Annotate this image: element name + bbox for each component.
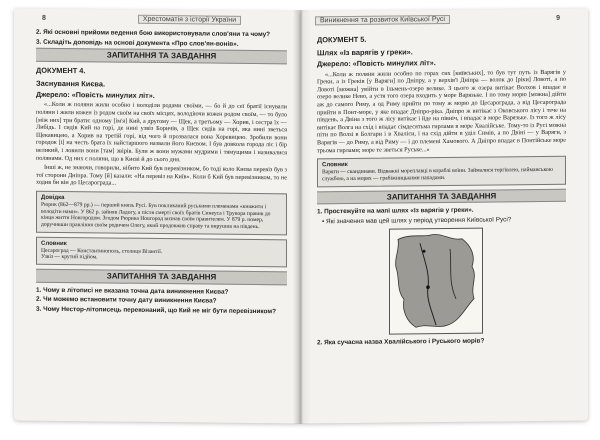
document-title: Шлях «Із варягів у греки». <box>317 47 413 58</box>
glossary-entry: Варяги — скандинави. Відважні мореплавці в кораблі воїни. Займалися торгівлею, найманською службою, а на морях — грабіжницькими нападами. <box>322 166 553 183</box>
question-list <box>36 29 287 49</box>
left-page-header <box>42 15 287 30</box>
question: 1. Чому в літописі не вказана точна дата виникнення Києва? <box>36 286 229 296</box>
document-title: Заснування Києва. <box>36 78 106 89</box>
question: 3. Складіть доповідь на основі документа «Про слов'ян-вонів». <box>36 38 239 48</box>
right-page-header <box>315 15 560 30</box>
source-line: Джерело: «Повість минулих літ». <box>317 58 436 69</box>
info-box-text: Рюрик (862—879 рр.) — перший князь Русі. Був покликаний руськими племенами «княжити і володіти нами». У 862 р. зайняв Ладогу, а після смерті своїх братів Синеуса і Трувора правив до кінця життя Новгородом. Згодом Рюрика Новгород визнав своїм правителем. У 879 р. помер, доручивши правління своїм родичем Олегу, який продовжив справу та вирушив на південь. <box>41 201 271 231</box>
section-band: ЗАПИТАННЯ ТА ЗАВДАННЯ <box>317 188 566 204</box>
book-gutter <box>293 10 311 424</box>
section-band: ЗАПИТАННЯ ТА ЗАВДАННЯ <box>36 48 287 64</box>
document-number: ДОКУМЕНТ 5. <box>317 34 367 45</box>
question: 1. Простежуйте на мапі шлях «Із варягів у греки». <box>317 206 474 216</box>
running-head: Хрестоматія з історії України <box>138 15 241 25</box>
question: 2. Які основні прийоми ведення бою використовували слов'яни та чому? <box>36 28 271 39</box>
document-text <box>317 68 566 154</box>
question: 2. Яка сучасна назва Хвалійського і Руського морів? <box>317 337 485 347</box>
left-page <box>14 8 301 423</box>
glossary-entry: Цесароград — Константинополь, столиця Візантії. <box>41 247 163 255</box>
right-page <box>301 8 588 423</box>
open-book <box>14 10 588 428</box>
map-illustration <box>390 229 482 334</box>
glossary-title: Словник <box>41 240 67 247</box>
glossary-box <box>317 156 566 187</box>
question-list <box>36 287 287 316</box>
route-map <box>389 228 483 335</box>
paragraph: «...Коли ж поляни жили особно по горах сих [київських], то був тут путь із Варягів у Греки, а із Греків [у Варяги] по Дніпру, а у верхів'ї Дніпра — волок до [ріки] Ловоті, а по Ловоті [можна] увійти в Ільмень-озеро велике. З цього ж озера витікає Волхов і впадає в озеро велике Нево, а устя того озера входить у море Варязьке. І по тому морю [можна] дійти аж до самого Риму, а од Риму прийти по тому ж морю до Цесарограда, а від Цесарограда прийти в Понт-море, у яке впадає Дніпро-ріка. Дніпро ж витікає з Оковського лісу і тече на південь, а Двіна з того ж лісу витікає і йде на північ, і впадає в море Варязьке. Із того ж лісу витікає Волга на схід і впадає сімдесятьма гирлами в море Хвалійське. Тому-то із Русі можна піти по Волзі в Болгари і в Хваліси, і на схід дійти в уділ Симів, а по Двіні — у Варяги, з Варягів — до Риму, а від Риму — і до племені Хамового. А Дніпро впадає в Понтійське море трьома гирлами; море те зветься Руське...» <box>317 68 566 154</box>
page-number: 8 <box>42 14 46 22</box>
info-box-title: Довідка <box>41 194 65 201</box>
paragraph: Інші ж, не знаючи, говорили, нібито Кий був перевізником, бо тоді коло Києва перевіз був з тої сторони Дніпра. Тому [й] казали: «На перевіз на Київ». Коли б Кий був перевізником, то не ходив би він до Цесарограда... <box>36 163 287 187</box>
territory-shape <box>396 234 475 327</box>
paragraph: «...Коли ж поляни жили особно і володіли родами своїми, — бо й до сеї братії існували поляни і жили кожен із родом своїм на своїх місцях, володіючи кожен родом своїм, — то було [між них] три брати: одному [ім'я] Кий, а другому — Щек, а третьому — Хорив, і сестра їх — Либідь. І сидів Кий на горі, де нині узвіз Боричів, а Щек сидів на горі, яка нині зветься Щекавицею, а Хорив на третій горі, від чого й прозвалася вона Хоревицею. Зробили вони городок [і] на честь брата їх найстаршого назвали його Києвом. І був довкола города ліс і бір великий, і ловили вони [там] звірів. Були ж вони мужами мудрими і тямущими і називалися полянами. Од них є поляни, що в Києві й до сього дня. <box>36 101 287 163</box>
section-band: ЗАПИТАННЯ ТА ЗАВДАННЯ <box>36 269 287 285</box>
info-box <box>36 191 287 236</box>
running-head: Виникнення та розвиток Київської Русі <box>315 15 450 25</box>
question-list <box>317 206 566 226</box>
question: • Які значення мав цей шлях у період утворення Київської Русі? <box>322 216 512 225</box>
document-number: ДОКУМЕНТ 4. <box>36 65 86 76</box>
glossary-box <box>36 237 287 268</box>
question: 2. Чи можемо встановити точну дату виникнення Києва? <box>36 296 217 306</box>
page-number: 9 <box>556 14 560 22</box>
glossary-title: Словник <box>322 162 348 169</box>
question-list <box>317 337 566 347</box>
glossary-entry: Узвіз — крутий підйом. <box>41 254 98 261</box>
question: 3. Чому Нестор-літописець переконаний, що Кий не міг бути перевізником? <box>36 305 276 316</box>
source-line: Джерело: «Повість минулих літ». <box>36 89 155 100</box>
document-text <box>36 101 287 189</box>
